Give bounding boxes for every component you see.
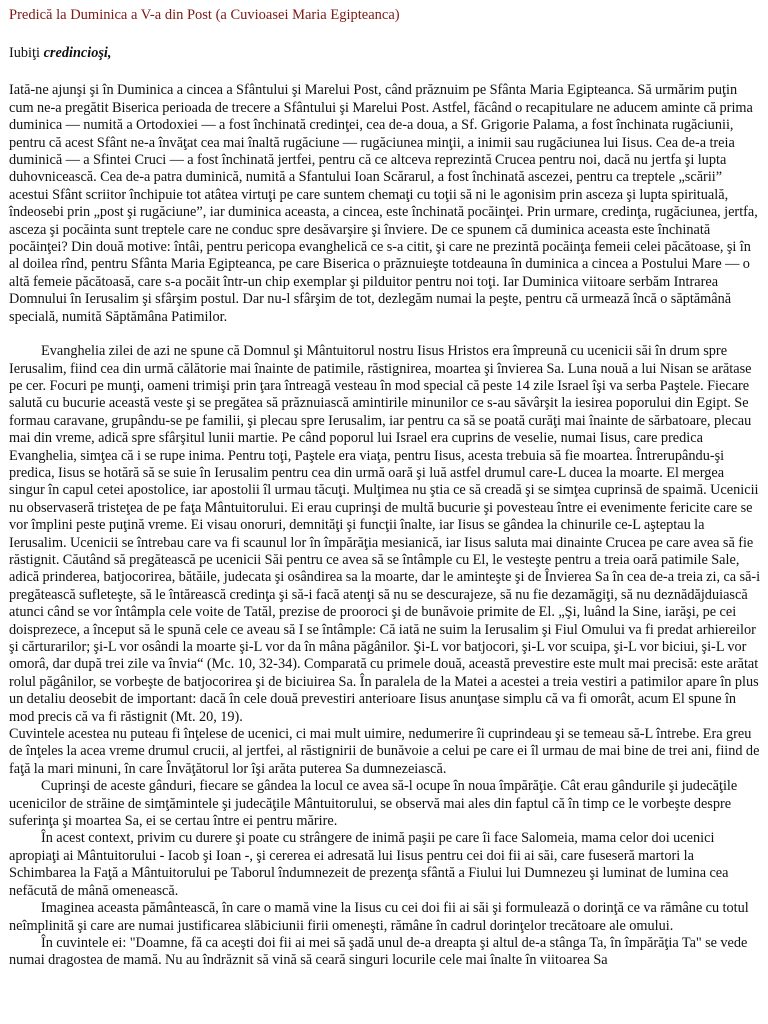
body-paragraph: Imaginea aceasta pământească, în care o mamă vine la Iisus cu cei doi fii ai săi şi formulează o dorinţă ce va rămâne cu totul neîmplinită şi care are numai justificarea slăbiciunii firii omeneşti, rămâne în cadrul dorinţelor trecătoare ale omului.: [9, 900, 749, 934]
document-page: [9, 6, 761, 970]
body-paragraph: Evanghelia zilei de azi ne spune că Domnul şi Mântuitorul nostru Iisus Hristos era împreună cu ucenicii săi în drum spre Ierusalim, fiind cea din urmă călătorie mai înainte de patimile, răstignirea, moartea şi învierea Sa. Luna nouă a lui Nisan se arătase pe cer. Focuri pe munţi, oameni trimişi prin ţara întreagă vesteau în mod special că peste 14 zile Israel îşi va serba Paştele. Fiecare salută cu bucurie această veste şi se pregătea să prăznuiască amintirile minunilor ce s-au săvârşit la iesirea poporului din Egipt. Se formau caravane, grupându-se pe familii, şi plecau spre Ierusalim, iar pentru ca să se poată curăţi mai înainte de sărbatoare, plecau mai din vreme, adică spre sfârşitul lunii martie. Pe când poporul lui Israel era cuprins de veselie, numai Iisus, care predica Evanghelia, simţea că i se rupe inima. Pentru toţi, Paştele era viaţa, pentru Iisus, acesta trebuia să fie moartea. Întrerupându-şi predica, Iisus se hotără să se suie în Ierusalim pentru cea din urmă oară şi luă astfel drumul care-L ducea la moarte. El mergea singur în capul cetei apostolice, iar apostolii îl urmau tăcuţi. Mulţimea nu ştia ce să creadă şi se simţea cuprinsă de spaimă. Ucenicii nu observaseră tristeţea de pe faţa Mântuitorului. Ei erau cuprinşi de multă bucurie şi povesteau între ei evenimente fericite care se vor împlini peste puţină vreme. Ei visau onoruri, demnităţi şi funcţii înalte, iar Iisus se gândea la chinurile ce-L aşteptau la Ierusalim. Ucenicii se întrebau care va fi scaunul lor în împărăţia mesianică, iar Iisus saluta mai dinainte Crucea pe care avea să fie răstignit. Căutând să pregătească pe ucenicii Săi pentru ce avea să se întâmple cu El, le vesteşte pentru a treia oară patimile Sale, adică prinderea, batjocorirea, bătăile, judecata şi osândirea sa la moarte, dar le aminteşte şi de Învierea Sa în cea de-a treia zi, ca să-i pregătească sufleteşte, să le întărească credinţa şi să-i facă atenţi să nu se descurajeze, să nu fie dezamăgiţi, să nu deznădăjduiască atunci când se vor întâmpla cele voite de Tatăl, prezise de prooroci şi de bunăvoie primite de El. „Şi, luând la Sine, iarăşi, pe cei doisprezece, a început să le spună cele ce aveau să I se întâmple: Că iată ne suim la Ierusalim şi Fiul Omului va fi predat arhiereilor şi cărturarilor; şi-L vor osândi la moarte şi-L vor da în mâna păgânilor. Şi-L vor batjocori, şi-L vor scuipa, şi-L vor biciui, şi-L vor omorâ, dar după trei zile va învia“ (Mc. 10, 32-34). Comparată cu primele două, această prevestire este mult mai precisă: este arătat rolul păgânilor, se vorbeşte de batjocorirea şi de biciuirea Sa. În paralela de la Matei a acestei a treia vestiri a patimilor apare în plus un detaliu deosebit de important: dacă în cele două prevestiri anterioare Iisus anunţase simplu că va fi omorât, acum El spune în mod precis că va fi răstignit (Mt. 20, 19).: [9, 343, 761, 725]
intro-paragraph: Iată-ne ajunşi şi în Duminica a cincea a Sfântului şi Marelui Post, când prăznuim pe Sfânta Maria Egipteanca. Să urmărim puţin cum ne-a pregătit Biserica perioada de trecere a Sfântului şi Marelui Post. Astfel, făcând o recapitulare ne aducem aminte că prima duminica — numită a Ortodoxiei — a fost închinată credinţei, cea de-a doua, a Sf. Grigorie Palama, a fost închinata rugăciunii, pentru că acest Sfânt ne-a învăţat cea mai înaltă rugăciune — rugăciunea minţii, a inimii sau rugăciunea lui Iisus. Cea de-a treia duminică — a Sfintei Cruci — a fost închinată jertfei, pentru că ce altceva reprezintă Crucea pentru noi, dacă nu jertfa şi lupta duhovnicească. Cea de-a patra duminică, numită a Sfantului Ioan Scărarul, a fost închinată ascezei, pentru ca treptele „scării” acestui Sfânt scriitor închipuie tot atâtea virtuţi pe care suntem chemaţi cu toţii să ni le agonisim prin asceza şi lupta spirituală, îndeosebi prin „post şi rugăciune”, iar duminica aceasta, a cincea, este închinată pocăinţei. Prin urmare, credinţa, rugăciunea, jertfa, asceza şi pocăinta sunt treptele care ne conduc spre desăvarşire şi înviere. De ce spunem că duminica aceasta este închinată pocăinţei? Din două motive: întâi, pentru pericopa evanghelică ce s-a citit, şi care ne prezintă pocăinţa femeii celei păcătoase, şi în al doilea rînd, pentru Sfânta Maria Egipteanca, pe care Biserica o prăznuieşte totdeauna în duminica a cincea a Postului Mare — o altă femeie păcătoasă, care s-a pocăit într-un chip exemplar şi pilduitor pentru noi toţi. Iar Duminica viitoare serbăm Intrarea Domnului în Ierusalim şi sfârşim postul. Dar nu-l sfârşim de tot, dezlegăm numai la peşte, pentru că urmează încă o săptămână specială, numită Săptămâna Patimilor.: [9, 82, 758, 325]
greeting-emphasis: credincioşi,: [43, 45, 112, 61]
body-paragraph: Cuprinşi de aceste gânduri, fiecare se gândea la locul ce avea să-l ocupe în noua împărăţie. Cât erau gândurile şi judecăţile ucenicilor de străine de simţămintele şi judecăţile Mântuitorului, se observă mai ales din faptul că în timp ce le vorbeşte despre suferinţa şi moartea Sa, ei se certau între ei pentru mărire.: [9, 778, 738, 830]
body-paragraph: Cuvintele acestea nu puteau fi înţelese de ucenici, ci mai mult uimire, nedumerire îi cuprindeau şi se temeau să-L întrebe. Era greu de înţeles la acea vreme drumul crucii, al jertfei, al răstignirii de bunăvoie a celui pe care ei îl urmau de mai bine de trei ani, fiind de faţă la mari minuni, în care Învăţătorul lor îşi arăta puterea Sa dumnezeiască.: [9, 726, 760, 777]
greeting-prefix: Iubiţi: [9, 45, 44, 61]
greeting-line: [9, 45, 761, 62]
body-paragraph: În cuvintele ei: "Doamne, fă ca aceşti doi fii ai mei să şadă unul de-a dreapta şi altul de-a stânga Ta, în împărăţia Ta" se vede numai dragostea de mamă. Nu au îndrăznit să vină să ceară singuri locurile cele mai înalte în viitoarea Sa: [9, 934, 748, 969]
body-paragraph: În acest context, privim cu durere şi poate cu strângere de inimă paşii pe care îi face Salomeia, mama celor doi ucenici apropiaţi ai Mântuitorului - Iacob şi Ioan -, şi cererea ei adresată lui Iisus pentru cei doi fii ai săi, care fuseseră martori la Schimbarea la Faţă a Mântuitorului pe Taborul îndumnezeit de prezenţa sfântă a Fiului lui Dumnezeu şi luminat de lumina cea nefăcută de mână omenească.: [9, 830, 729, 899]
page-title: Predică la Duminica a V-a din Post (a Cuvioasei Maria Egipteanca): [9, 7, 400, 23]
